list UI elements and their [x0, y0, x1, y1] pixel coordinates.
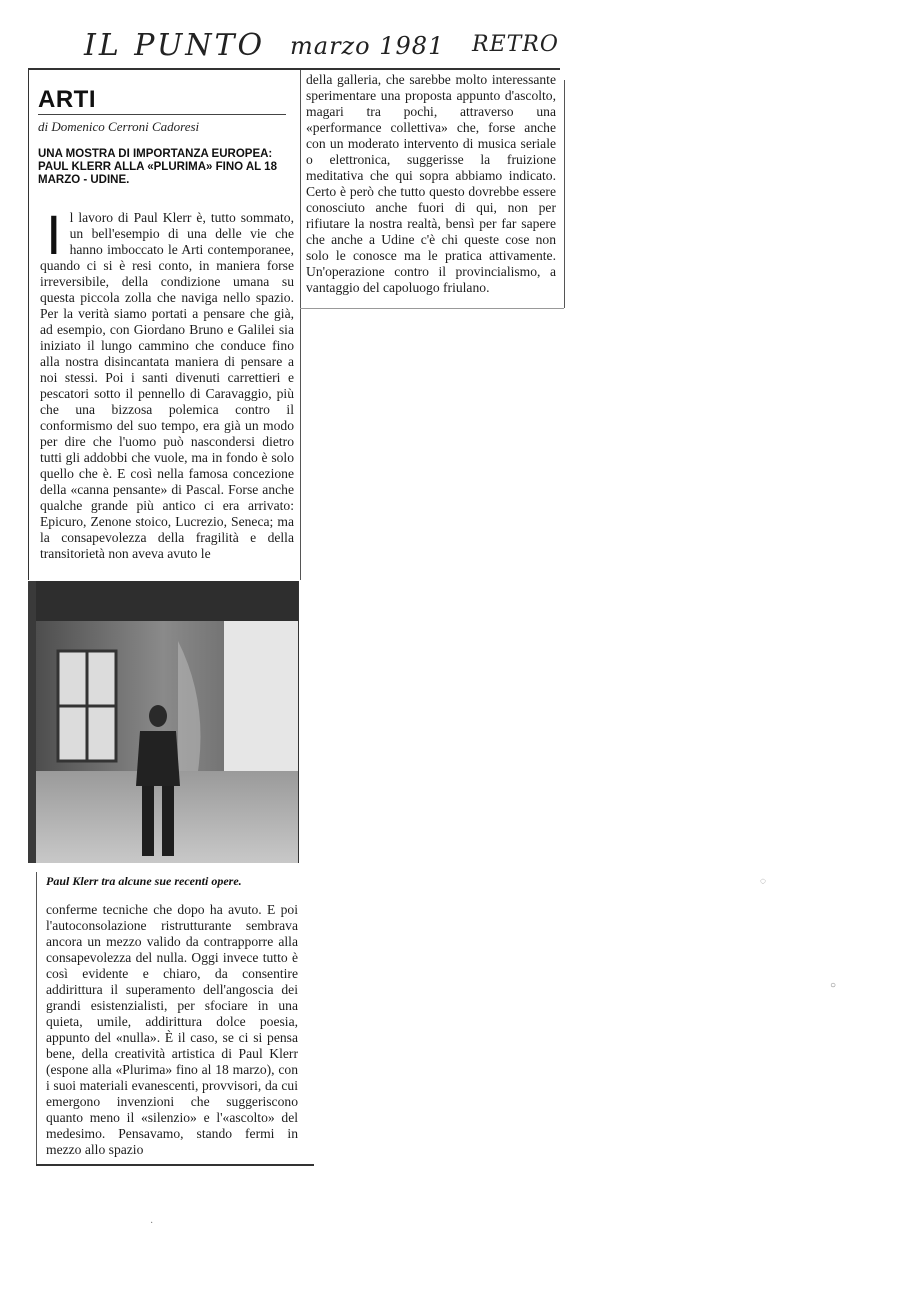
handwritten-source: IL PUNTO	[84, 28, 266, 63]
bottom-left-border-line	[36, 872, 37, 1166]
left-border-line	[28, 70, 29, 580]
handwritten-date: marzo 1981	[290, 32, 445, 60]
right-column-end-line	[300, 308, 564, 309]
right-border-line	[564, 80, 565, 308]
section-title: ARTI	[38, 86, 96, 113]
article-column-right: della galleria, che sarebbe molto interessante sperimentare una proposta appunto d'ascolto, magari tra pochi, attraverso una «performance collettiva» che, forse anche con un moderato intervento di musica seriale o elettronica, suggerisse la fruizione meditativa che qui sopra abbiamo indicato. Certo è però che tutto questo dovrebbe essere conosciuto anche fuori di qui, non per rifiutare la nostra realtà, bensì per far sapere che anche a Udine c'è chi queste cose non solo le conosce ma le pratica attivamente. Un'operazione contro il provincialismo, a vantaggio del capoluogo friulano.	[306, 72, 556, 295]
scan-speck: ◌	[760, 876, 766, 887]
article-column-left	[40, 203, 294, 562]
handwritten-note-extra: RETRO	[472, 32, 559, 57]
column-divider	[300, 70, 301, 580]
article-column-bottom: conferme tecniche che dopo ha avuto. E poi l'autoconsolazione ristrutturante sembrava ancora un mezzo valido da contrapporre alla consapevolezza del nulla. Oggi invece tutto è così evidente e chiaro, da consentire addirittura il superamento dell'angoscia dei grandi esistenzialisti, per sfociare in una quieta, umile, addirittura dolce poesia, appunto del «nulla». È il caso, se ci si pensa bene, della creatività artistica di Paul Klerr (espone alla «Plurima» fino al 18 marzo), con i suoi materiali evanescenti, provvisori, da cui emergono invenzioni che suggeriscono quanto meno il «silenzio» e l'«ascolto» del medesimo. Pensavamo, stando fermi in mezzo allo spazio	[46, 902, 298, 1157]
article-photo	[28, 581, 299, 863]
section-underline	[38, 114, 286, 115]
photo-caption: Paul Klerr tra alcune sue recenti opere.	[46, 874, 242, 888]
drop-cap: I	[46, 203, 62, 266]
byline: di Domenico Cerroni Cadoresi	[38, 119, 200, 134]
headline: UNA MOSTRA DI IMPORTANZA EUROPEA: PAUL KLERR ALLA «PLURIMA» FINO AL 18 MARZO - UDINE.	[38, 148, 277, 186]
article-text-left: l lavoro di Paul Klerr è, tutto sommato, un bell'esempio di una delle vie che hanno imboccato le Arti contemporanee, quando ci si è resi conto, in maniera forse irreversibile, della condizione umana su questa piccola zolla che naviga nello spazio. Per la verità siamo portati a pensare che già, ad esempio, con Giordano Bruno e Galilei sia iniziato il lungo cammino che conduce fino alla nostra disincantata maniera di pensare a noi stessi. Poi i santi divenuti carrettieri e pescatori sotto il pennello di Caravaggio, più che una bizzosa polemica contro il conformismo del suo tempo, era già un modo per dire che l'uomo può nascondersi dietro tutti gli addobbi che vuole, ma in fondo è solo quello che è. E così nella famosa concezione della «canna pensante» di Pascal. Forse anche qualche grande più antico ci era arrivato: Epicuro, Zenone stoico, Lucrezio, Seneca; ma la consapevolezza della fragilità e della transitorietà non aveva avuto le	[40, 210, 294, 561]
photo-image	[28, 581, 298, 863]
scan-speck: ○	[830, 980, 837, 991]
top-border-line	[28, 68, 560, 70]
bottom-border-line	[36, 1164, 314, 1166]
scan-speck: ·	[150, 1218, 154, 1229]
